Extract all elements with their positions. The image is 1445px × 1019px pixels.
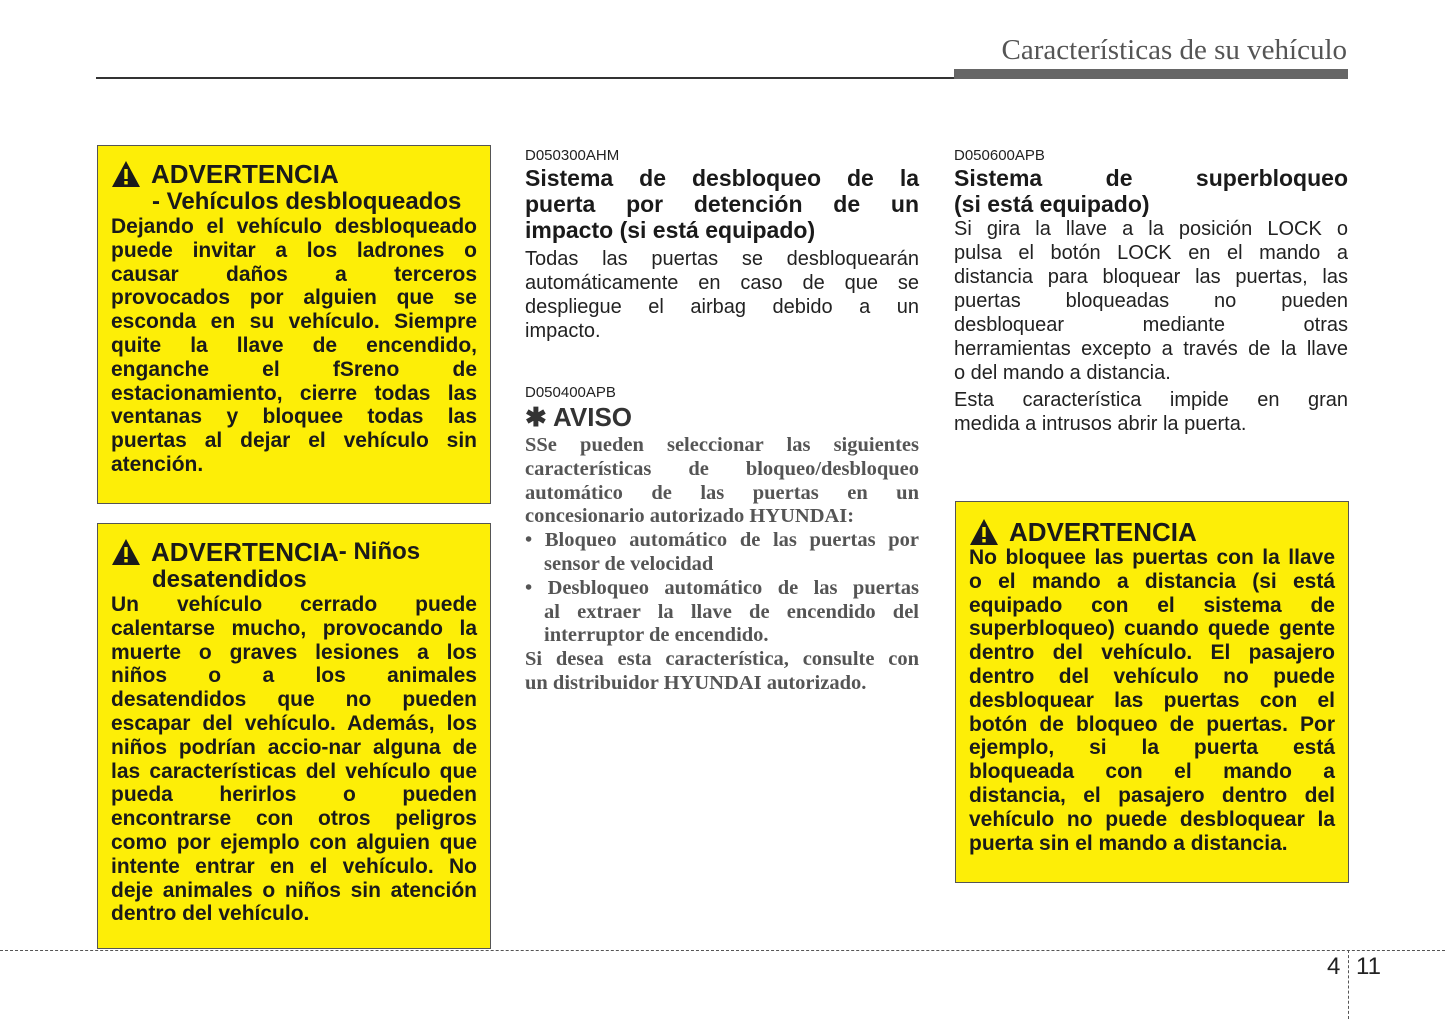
text-line: dentro del vehículo. [111,902,310,926]
section-impact-unlock [525,147,919,343]
text-line: impacto. [525,320,601,342]
warning-text [111,593,477,926]
text-line: desbloquear las puertas con el [969,688,1335,712]
text-line: puede invitar a los ladrones o [111,238,477,262]
text-line: superbloqueo) cuando quede gente [969,617,1335,641]
text-line: características de bloqueo/desbloqueo [525,457,919,480]
warning-triangle-icon [111,538,141,566]
text-line: SSe pueden seleccionar las siguientes [525,434,919,456]
warning-title: ADVERTENCIA [151,537,339,567]
text-line: o del mando a distancia. [954,362,1171,384]
warning-subtitle: - Vehículos desbloqueados [152,188,462,215]
text-line: despliegue el airbag debido a un [525,296,919,318]
warning-title: ADVERTENCIA [151,159,339,189]
section-superlock [954,147,1348,436]
text-line: Esta característica impide en gran [954,389,1348,411]
warning-superlock [955,501,1349,883]
text-line: desbloquear mediante otras [954,314,1348,336]
section-body [954,388,1348,436]
text-line: puertas bloqueadas no pueden [954,290,1348,312]
section-heading [954,165,1348,217]
footer-divider [1348,950,1349,1019]
text-line: atención. [111,452,204,476]
text-line: (si está equipado) [954,191,1150,217]
warning-unlocked-vehicles [97,145,491,504]
text-line: dentro del vehículo. El pasajero [969,641,1335,665]
section-body [525,247,919,343]
text-line: o el mando a distancia (si está [969,569,1335,593]
page-number: 11 [1356,953,1381,980]
notice-code: D050400APB [525,384,616,401]
text-line: enganche el fSreno de [111,357,477,381]
warning-triangle-icon [969,518,999,546]
footer-rule [0,950,1445,951]
text-line: escapar del vehículo. Además, los [111,711,477,735]
text-line: las características del vehículo que [111,759,477,783]
text-line: vehículo no puede desbloquear la [969,807,1335,831]
text-line: concesionario autorizado HYUNDAI: [525,505,855,528]
text-line: No bloquee las puertas con la llave [969,546,1335,569]
text-line: como por ejemplo con alguien que [111,830,477,854]
text-line: Si gira la llave a la posición LOCK o [954,218,1348,240]
text-line: intente entrar en el vehículo. No [111,854,477,878]
text-line: • Desbloqueo automático de las puertas [525,576,919,599]
text-line: herramientas excepto a través de la llave [954,338,1348,360]
notice-closing [525,648,919,696]
text-line: Todas las puertas se desbloquearán [525,248,919,270]
text-line: provocados por alguien que se [111,286,477,310]
text-line: ejemplo, si la puerta está [969,736,1335,760]
text-line: impacto (si está equipado) [525,217,816,243]
text-line: • Bloqueo automático de las puertas por [525,529,919,552]
text-line: botón de bloqueo de puertas. Por [969,712,1335,736]
header-rule [96,77,954,79]
text-line: automáticamente en caso de que se [525,272,919,294]
chapter-title: Características de su vehículo [1001,34,1347,66]
text-line: quite la llave de encendido, [111,333,477,357]
text-line: puertas al dejar el vehículo sin [111,429,477,453]
text-line: pueda herirlos o pueden [111,783,477,807]
text-line: distancia para bloquear las puertas, las [954,266,1348,288]
text-line: automático de las puertas en un [525,481,919,504]
section-heading [525,165,919,243]
section-code: D050300AHM [525,147,620,164]
text-line: Un vehículo cerrado puede [111,593,477,616]
chapter-number: 4 [1327,953,1341,980]
text-line: deje animales o niños sin atención [111,878,477,902]
text-line: estacionamiento, cierre todas las [111,381,477,405]
text-line: muerte o graves lesiones a los [111,640,477,664]
text-line: medida a intrusos abrir la puerta. [954,413,1247,435]
text-line: sensor de velocidad [544,552,714,575]
warning-triangle-icon [111,160,141,188]
text-line: un distribuidor HYUNDAI autorizado. [525,671,867,694]
text-line: causar daños a terceros [111,262,477,286]
text-line: Dejando el vehículo desbloqueado [111,215,477,238]
text-line: Si desea esta característica, consulte con [525,648,919,671]
notice-section [525,384,919,696]
text-line: puerta por detención de un [525,191,919,217]
notice-bullet [525,577,919,648]
text-line: encontrarse con otros peligros [111,807,477,831]
text-line: niños o a los animales [111,664,477,688]
text-line: niños podrían accio-nar alguna de [111,735,477,759]
text-line: desatendidos que no pueden [111,688,477,712]
text-line: bloqueada con el mando a [969,760,1335,784]
text-line: calentarse mucho, provocando la [111,616,477,640]
header-bar [954,69,1348,79]
warning-title-suffix: - Niños [338,538,421,565]
warning-title: ADVERTENCIA [1009,517,1197,547]
text-line: Sistema de superbloqueo [954,165,1348,191]
warning-text [111,215,477,477]
text-line: al extraer la llave de encendido del [544,600,919,623]
text-line: esconda en su vehículo. Siempre [111,310,477,334]
notice-bullet [525,529,919,577]
text-line: puerta sin el mando a distancia. [969,831,1288,855]
text-line: distancia, el pasajero dentro del [969,783,1335,807]
section-code: D050600APB [954,147,1045,164]
notice-intro [525,434,919,529]
text-line: Sistema de desbloqueo de la [525,165,919,191]
text-line: dentro del vehículo no puede [969,664,1335,688]
warning-text [969,546,1335,855]
warning-unattended-children [97,523,491,949]
section-body [954,217,1348,385]
warning-subtitle: desatendidos [152,566,307,593]
text-line: pulsa el botón LOCK en el mando a [954,242,1348,264]
text-line: ventanas y bloquee todas las [111,405,477,429]
text-line: equipado con el sistema de [969,593,1335,617]
text-line: interruptor de encendido. [544,624,769,647]
notice-title: ✱ AVISO [525,402,633,432]
